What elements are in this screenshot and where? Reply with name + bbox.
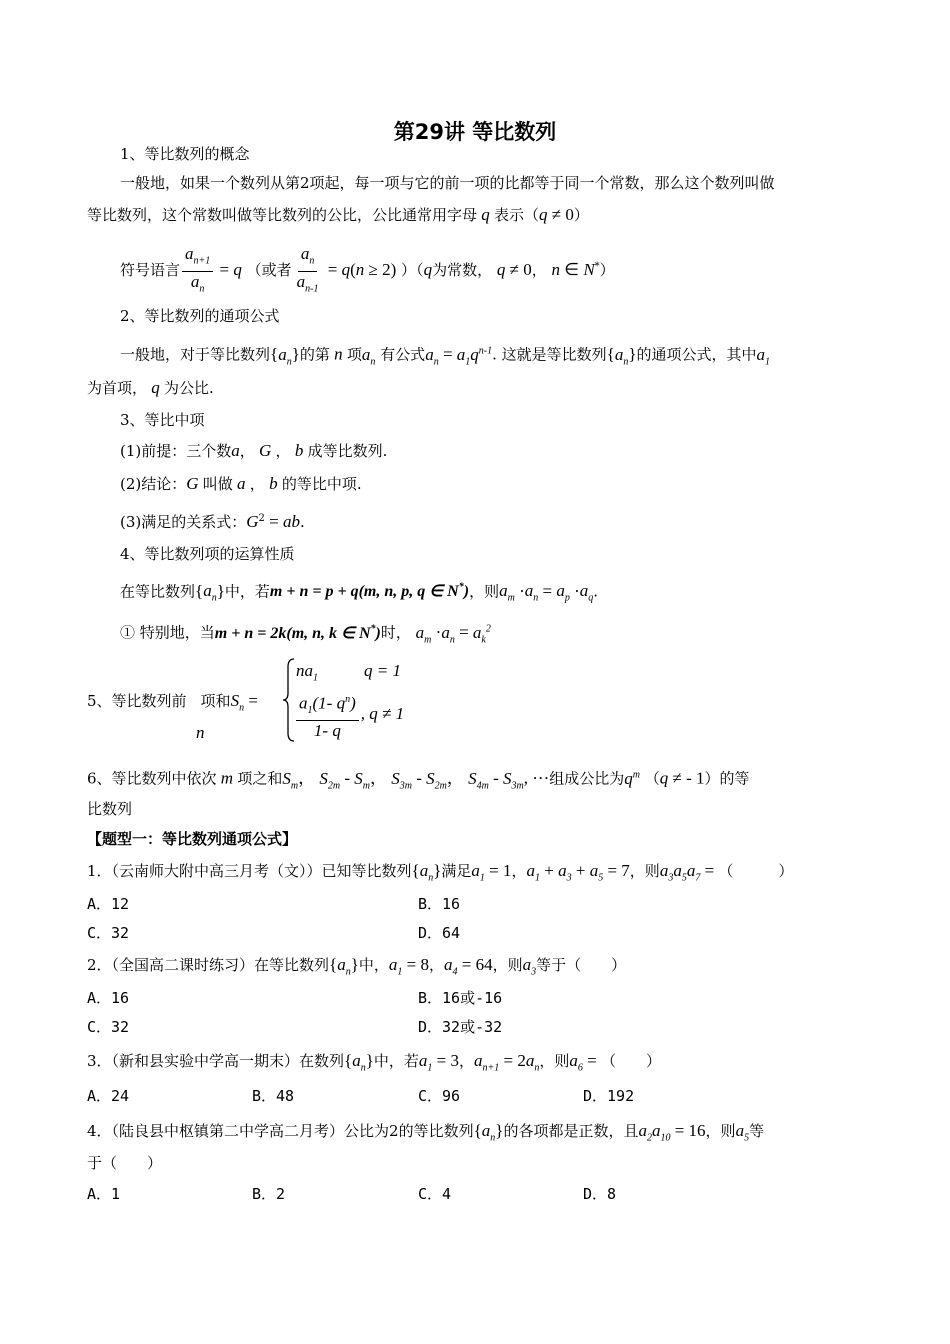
section-4-heading: 4、等比数列项的运算性质 xyxy=(120,545,295,563)
question-3-option-c[interactable]: C．96 xyxy=(418,1087,461,1105)
piecewise-case-2: $\frac{a_1(1- q^n)}{1- q}$ , q ≠ 1 xyxy=(294,690,404,740)
section-4-line-2: ① 特别地，当m + n = 2k(m, n, k ∈ N*)时， $a_m \cdot a_n = a_k^2$ xyxy=(120,622,491,646)
question-4-option-c[interactable]: C．4 xyxy=(418,1185,452,1203)
question-4-option-d[interactable]: D．8 xyxy=(583,1185,617,1203)
question-1-option-b[interactable]: B．16 xyxy=(418,895,461,913)
question-type-1-heading: 【题型一：等比数列通项公式】 xyxy=(87,830,298,848)
section-3-line-1: (1)前提：三个数a， G ， b 成等比数列. xyxy=(120,441,388,460)
section-1-paragraph-line-1: 一般地，如果一个数列从第2项起，每一项与它的前一项的比都等于同一个常数，那么这个数列叫做 xyxy=(120,174,775,192)
question-2-option-b[interactable]: B．16或-16 xyxy=(418,989,503,1007)
question-1-option-d[interactable]: D．64 xyxy=(418,924,461,942)
section-3-heading: 3、等比中项 xyxy=(120,411,205,429)
section-2-heading: 2、等比数列的通项公式 xyxy=(120,307,280,325)
section-5-n-symbol: n xyxy=(196,723,205,742)
ratio-fraction: $\frac{a_{n+1}}{a_n}$ xyxy=(182,244,213,298)
section-4-line-1: 在等比数列$\{a_n\}$中，若m + n = p + q(m, n, p, q ∈ N*)，则$a_m \cdot a_n = a_p \cdot a_q$. xyxy=(120,581,599,604)
section-6-line-2: 比数列 xyxy=(87,800,133,818)
question-1-stem: 1．（云南师大附中高三月考（文））已知等比数列$\{a_n\}$满足$a_1 = 1$，$a_1 + a_3 + a_5 = 7$，则$a_3a_5a_7$ = （ ） xyxy=(87,861,794,884)
question-3-option-a[interactable]: A．24 xyxy=(87,1087,130,1105)
question-2-stem: 2．（全国高二课时练习）在等比数列$\{a_n\}$中，$a_1 = 8$，$a_4 = 64$，则$a_3$等于（ ） xyxy=(87,955,627,978)
piecewise-case-1: $na_1$ q = 1 xyxy=(296,661,401,684)
question-4-option-a[interactable]: A．1 xyxy=(87,1185,121,1203)
page-title: 第29讲 等比数列 xyxy=(393,120,557,144)
symbol-definition-line: 符号语言 $\frac{a_{n+1}}{a_n}$ = q （或者 $\frac{a_n}{a_{n-1}}$ = q(n ≥ 2) ）（q为常数， q ≠ 0， n ∈ N*） xyxy=(120,244,615,298)
section-3-line-3: (3)满足的关系式：$G^2$ = ab. xyxy=(120,512,305,531)
question-3-option-d[interactable]: D．192 xyxy=(583,1087,635,1105)
section-5-label: 5、等比数列前 项和$S_n$ = xyxy=(87,691,258,714)
section-3-line-2: (2)结论：G 叫做 a ， b 的等比中项. xyxy=(120,474,362,493)
question-3-option-b[interactable]: B．48 xyxy=(252,1087,295,1105)
question-3-stem: 3．（新和县实验中学高一期末）在数列$\{a_n\}$中，若$a_1 = 3$，$a_{n+1} = 2a_n$，则$a_6$ = （ ） xyxy=(87,1051,661,1074)
question-4-option-b[interactable]: B．2 xyxy=(252,1185,286,1203)
question-2-option-a[interactable]: A．16 xyxy=(87,989,130,1007)
question-1-option-c[interactable]: C．32 xyxy=(87,924,130,942)
question-2-option-d[interactable]: D．32或-32 xyxy=(418,1018,503,1036)
section-1-paragraph-line-2: 等比数列，这个常数叫做等比数列的公比，公比通常用字母 q 表示（q ≠ 0） xyxy=(87,205,589,224)
question-4-stem-line-1: 4．（陆良县中枢镇第二中学高二月考）公比为2的等比数列$\{a_n\}$的各项都是正数，且$a_2a_{10} = 16$，则$a_5$等 xyxy=(87,1121,765,1144)
section-1-heading: 1、等比数列的概念 xyxy=(120,145,250,163)
section-6-line-1: 6、等比数列中依次 m 项之和$S_m$， $S_{2m} - S_m$， $S_{3m} - S_{2m}$， $S_{4m} - S_{3m}$, ···组成公比为$q^m$ （q ≠ - 1）的等 xyxy=(87,768,750,792)
question-4-stem-line-2: 于（ ） xyxy=(87,1154,163,1172)
section-2-paragraph-line-1: 一般地，对于等比数列$\{a_n\}$的第 n 项$a_n$ 有公式$a_n = a_1q^{n-1}$. 这就是等比数列$\{a_n\}$的通项公式，其中$a_1$ xyxy=(120,344,771,368)
question-2-option-c[interactable]: C．32 xyxy=(87,1018,130,1036)
ratio-fraction-alt: $\frac{a_n}{a_{n-1}}$ xyxy=(296,244,319,294)
question-1-option-a[interactable]: A．12 xyxy=(87,895,130,913)
section-2-paragraph-line-2: 为首项， q 为公比. xyxy=(87,378,214,397)
